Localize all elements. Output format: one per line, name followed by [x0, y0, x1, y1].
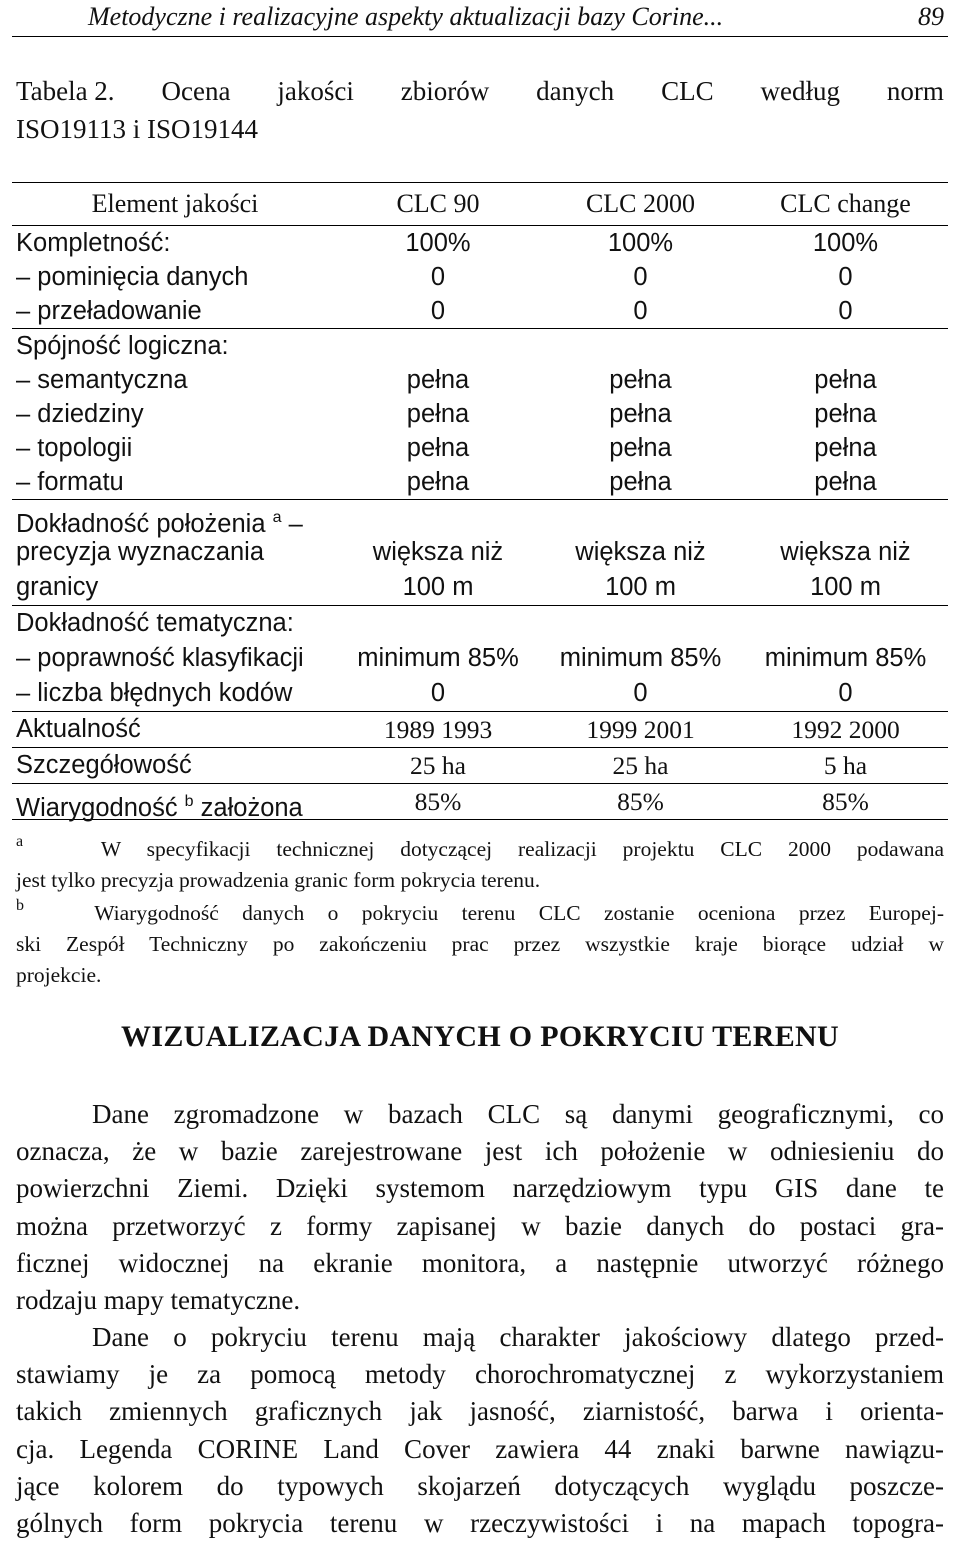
cell-line: pełna — [814, 366, 877, 394]
column-header: Element jakości — [12, 183, 338, 226]
footnote-line: ski Zespół Techniczny po zakończeniu prac przez wszystkie kraje biorące udział w — [16, 932, 944, 956]
caption-word: Tabela 2. — [16, 76, 115, 106]
label-line — [16, 784, 338, 822]
label-text: Wiarygodność — [16, 794, 178, 822]
table-cell: 85% — [743, 784, 948, 820]
caption-line-2: ISO19113 i ISO19144 — [16, 114, 259, 144]
cell-line: minimum 85% — [559, 644, 722, 672]
cell-line: 0 — [838, 679, 853, 707]
caption-word: CLC — [661, 76, 714, 106]
caption-word: Ocena — [161, 76, 231, 106]
label-text: założona — [193, 794, 303, 822]
table-cell — [743, 329, 948, 500]
caption-word: norm — [886, 76, 944, 106]
label-text: – — [281, 510, 303, 538]
footnote-marker: a — [16, 833, 24, 850]
table-row — [12, 329, 948, 500]
cell-line: 0 — [430, 679, 446, 707]
footnote-line — [16, 826, 944, 865]
cell-line: 0 — [430, 263, 446, 291]
quality-table — [12, 182, 948, 820]
cell-line: 100 m — [402, 573, 474, 601]
row-label — [12, 712, 338, 748]
cell-line: pełna — [609, 400, 672, 428]
table-cell — [538, 329, 743, 500]
table-row — [12, 606, 948, 712]
label-line: – liczba błędnych kodów — [16, 679, 293, 707]
cell-line: 0 — [633, 679, 648, 707]
table-cell — [338, 606, 538, 712]
paragraph — [16, 1096, 944, 1319]
table-cell — [743, 606, 948, 712]
table-cell — [743, 226, 948, 329]
table-cell: 85% — [538, 784, 743, 820]
label-line: Szczegółowość — [16, 751, 192, 779]
footnote-a — [16, 826, 944, 896]
column-header: CLC 2000 — [538, 183, 743, 226]
table-row — [12, 712, 948, 748]
cell-line: 100 m — [810, 573, 881, 601]
footnote-line — [16, 890, 944, 929]
row-label — [12, 329, 338, 500]
cell-line — [338, 500, 538, 535]
paragraph-line: Dane zgromadzone w bazach CLC są danymi geograficznymi, co — [92, 1099, 944, 1129]
cell-line: pełna — [814, 400, 877, 428]
row-label — [12, 606, 338, 712]
row-label — [12, 226, 338, 329]
table-cell: 1989 1993 — [338, 712, 538, 748]
table-row — [12, 226, 948, 329]
cell-line: pełna — [406, 366, 470, 394]
row-label — [12, 784, 338, 820]
footnote-line: projekcie. — [16, 963, 102, 987]
paragraph — [16, 1319, 944, 1542]
cell-line: 100% — [405, 229, 471, 257]
table-cell — [538, 226, 743, 329]
label-line: precyzja wyznaczania — [16, 538, 265, 566]
paragraph-line: cja. Legenda CORINE Land Cover zawiera 44 znaki barwne nawiązu- — [16, 1433, 944, 1464]
row-label — [12, 500, 338, 606]
footnote-b — [16, 890, 944, 991]
cell-line — [538, 500, 743, 535]
section-title: WIZUALIZACJA DANYCH O POKRYCIU TERENU — [121, 1020, 839, 1053]
label-text: Dokładność położenia — [16, 510, 266, 538]
label-line: Dokładność tematyczna: — [16, 609, 294, 637]
table-cell: 25 ha — [338, 748, 538, 784]
column-header: CLC change — [743, 183, 948, 226]
footnote-ref: a — [272, 509, 282, 526]
footnote-ref: b — [184, 793, 194, 810]
cell-line: pełna — [609, 468, 672, 496]
cell-line — [538, 329, 743, 363]
cell-line — [338, 329, 538, 363]
cell-line: pełna — [814, 434, 877, 462]
cell-line: większa niż — [575, 538, 706, 566]
page-header — [12, 0, 948, 37]
table-cell — [338, 226, 538, 329]
table-cell: 1999 2001 — [538, 712, 743, 748]
footnote-marker: b — [16, 897, 24, 914]
cell-line — [743, 329, 948, 363]
table-row — [12, 784, 948, 820]
cell-line: pełna — [406, 468, 470, 496]
caption-word: jakości — [277, 76, 354, 106]
cell-line: 100% — [812, 229, 879, 257]
table-cell — [743, 500, 948, 606]
table-cell — [338, 329, 538, 500]
label-line: granicy — [16, 573, 99, 601]
cell-line: większa niż — [372, 538, 504, 566]
cell-line: pełna — [814, 468, 877, 496]
paragraph-line: oznacza, że w bazie zarejestrowane jest ich położenie w odniesieniu do — [16, 1136, 944, 1167]
label-line: – poprawność klasyfikacji — [16, 644, 304, 672]
cell-line: 100% — [607, 229, 674, 257]
cell-line: 0 — [838, 263, 853, 291]
cell-line: 100 m — [605, 573, 676, 601]
caption-word: według — [760, 76, 840, 106]
table-row — [12, 500, 948, 606]
label-line: – przeładowanie — [16, 297, 202, 325]
label-line: – semantyczna — [16, 366, 188, 394]
cell-line: 0 — [838, 297, 853, 325]
row-label — [12, 748, 338, 784]
paragraph-line: powierzchni Ziemi. Dzięki systemom narzędziowym typu GIS dane te — [16, 1173, 944, 1204]
paragraph-line: ficznej widocznej na ekranie monitora, a następnie utworzyć różnego — [16, 1247, 944, 1278]
label-line: – topologii — [16, 434, 133, 462]
table-cell: 85% — [338, 784, 538, 820]
cell-line: minimum 85% — [764, 644, 927, 672]
label-line: Aktualność — [16, 715, 141, 743]
cell-line: pełna — [406, 400, 470, 428]
label-line: – pominięcia danych — [16, 263, 249, 291]
paragraph-line: stawiamy je za pomocą metody chorochromatycznej z wykorzystaniem — [16, 1359, 944, 1390]
label-line: Kompletność: — [16, 229, 171, 257]
page-number: 89 — [918, 2, 944, 31]
footnote-text: Wiarygodność danych o pokryciu terenu CLC zostanie oceniona przez Europej- — [94, 901, 944, 925]
column-header: CLC 90 — [338, 183, 538, 226]
table-cell: 5 ha — [743, 748, 948, 784]
table-cell — [538, 500, 743, 606]
cell-line — [743, 500, 948, 535]
cell-line — [338, 606, 538, 641]
table-cell — [338, 500, 538, 606]
cell-line: pełna — [609, 366, 672, 394]
cell-line — [743, 606, 948, 641]
table-header-row — [12, 183, 948, 226]
running-title: Metodyczne i realizacyjne aspekty aktualizacji bazy Corine... — [88, 2, 724, 31]
label-line: – dziedziny — [16, 400, 144, 428]
paragraph-line: można przetworzyć z formy zapisanej w bazie danych do postaci gra- — [16, 1210, 944, 1241]
paragraph-line: jące kolorem do typowych skojarzeń dotyczących wyglądu poszcze- — [16, 1470, 944, 1501]
caption-line-1 — [16, 72, 944, 110]
table-row — [12, 748, 948, 784]
paragraph-line: Dane o pokryciu terenu mają charakter jakościowy dlatego przed- — [92, 1322, 944, 1352]
cell-line: 0 — [430, 297, 446, 325]
paragraph-line: takich zmiennych graficznych jak jasność, ziarnistość, barwa i orienta- — [16, 1396, 944, 1427]
footnote-line: jest tylko precyzja prowadzenia granic form pokrycia terenu. — [16, 868, 541, 892]
cell-line — [538, 606, 743, 641]
caption-word: danych — [536, 76, 615, 106]
label-line — [16, 500, 338, 538]
cell-line: 0 — [633, 263, 648, 291]
paragraph-line: gólnych form pokrycia terenu w rzeczywistości i na mapach topogra- — [16, 1508, 944, 1539]
paragraph-line: rodzaju mapy tematyczne. — [16, 1285, 301, 1316]
cell-line: pełna — [609, 434, 672, 462]
label-line: – formatu — [16, 468, 124, 496]
label-line: Spójność logiczna: — [16, 332, 229, 360]
cell-line: minimum 85% — [357, 644, 519, 672]
table-cell: 1992 2000 — [743, 712, 948, 748]
cell-line: 0 — [633, 297, 648, 325]
cell-line: większa niż — [780, 538, 911, 566]
table-cell — [538, 606, 743, 712]
caption-word: zbiorów — [400, 76, 490, 106]
table-cell: 25 ha — [538, 748, 743, 784]
cell-line: pełna — [406, 434, 470, 462]
table-caption — [16, 72, 944, 148]
footnote-text: W specyfikacji technicznej dotyczącej realizacji projektu CLC 2000 podawana — [100, 837, 945, 861]
